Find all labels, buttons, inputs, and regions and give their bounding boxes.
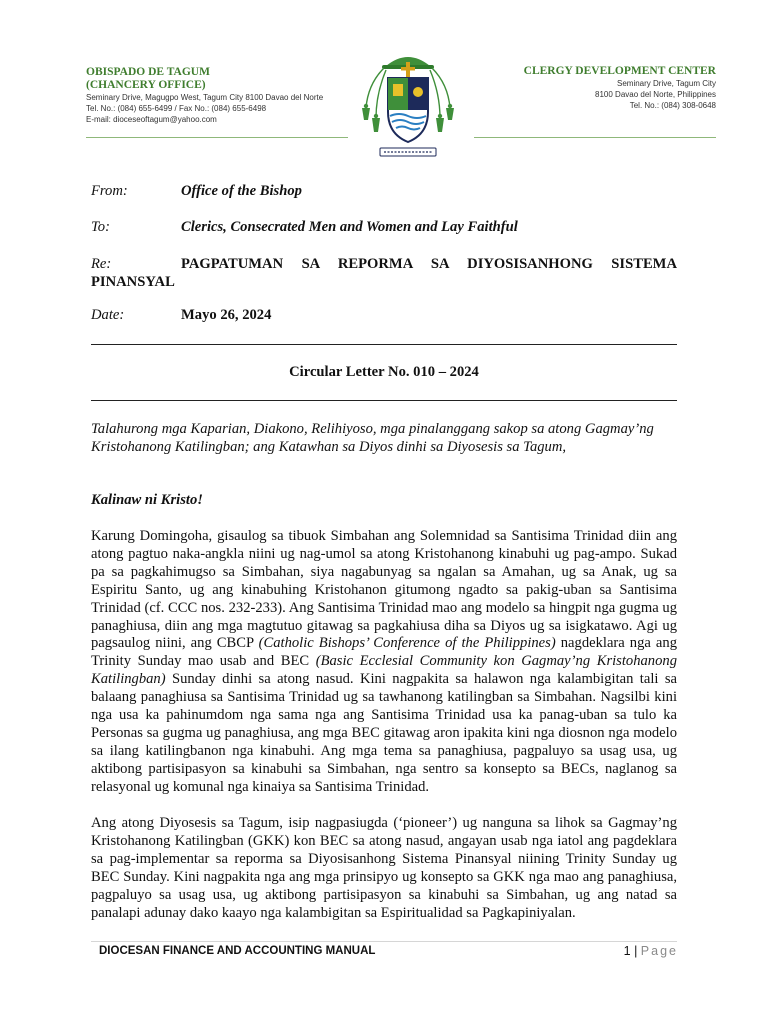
re-label: Re:	[91, 256, 112, 272]
paragraph-1-text-b: nagdeklara nga ang Trinity Sunday mao usab and BEC	[91, 635, 677, 670]
header-divider-top	[91, 344, 677, 345]
circular-letter-title: Circular Letter No. 010 – 2024	[289, 364, 479, 380]
letterhead-divider-left	[86, 137, 348, 138]
chancery-address: Seminary Drive, Magugpo West, Tagum City 8100 Davao del Norte	[86, 93, 324, 102]
footer-page-indicator	[624, 944, 678, 958]
clergy-center-city: 8100 Davao del Norte, Philippines	[595, 90, 716, 99]
letterhead	[0, 40, 768, 170]
chancery-org-name: OBISPADO DE TAGUM	[86, 66, 210, 78]
chancery-office-block	[86, 66, 356, 125]
cbcp-expansion: (Catholic Bishops’ Conference of the Philippines)	[258, 635, 556, 652]
paragraph-2: Ang atong Diyosesis sa Tagum, isip nagpasiugda (‘pioneer’) ug nanguna sa lihok sa Gagmay’ng Kristohanong Katilingban (GKK) kon BEC sa atong nasud, angayan usab nga iatol ang pagdeklara sa pag-implementar sa reporma sa Diyosisanhong Sistema Pinansyal niining Trinity Sunday ug BEC Sunday. Kini nagpakita nga ang mga prinsipyo ug konsepto sa GKK nga mao ang panaghiusa, pagpaluyo sa usag usa, ug aktibong partisipasyon sa kinabuhi sa Simbahan, ug ang natad sa panalapi adunay dako kaayo nga kalambigitan sa Espiritualidad sa Pagkapiniyalan.	[91, 815, 677, 921]
from-label: From:	[91, 183, 128, 199]
date-label: Date:	[91, 307, 125, 323]
clergy-center-address: Seminary Drive, Tagum City	[617, 79, 716, 88]
date-value: Mayo 26, 2024	[181, 307, 272, 323]
re-value: PAGPATUMAN SA REPORMA SA DIYOSISANHONG SISTEMA PINANSYAL	[91, 256, 677, 290]
paragraph-1-text-a: Karung Domingoha, gisaulog sa tibuok Simbahan ang Solemnidad sa Santisima Trinidad diin ang atong pagtuo naka-angkla niini ug nag-umol sa atong Kristohanong kinabuhi ug pag-ampo. Sukad pa sa pagkahimugso sa Simbahan, siya nagabunyag sa ngalan sa Amahan, ug sa Anak, ug sa Espiritu Santo, ug ang kinabuhing Kristohanon gitumong ngadto sa pakig-uban sa Santisima Trinidad (cf. CCC nos. 232-233). Ang Santisima Trinidad mao ang modelo sa hingpit nga gugma ug panaghiusa, diin ang mga magtutuo gitawag sa pagkahiusa diha sa Diyos ug sa isigkatawo. Agi ug pagsaulog niini, ang CBCP	[91, 528, 677, 652]
greeting: Kalinaw ni Kristo!	[91, 492, 203, 508]
chancery-org-subtitle: (CHANCERY OFFICE)	[86, 79, 206, 91]
clergy-center-block	[456, 64, 716, 111]
page-number: 1	[623, 944, 631, 958]
bec-expansion: (Basic Ecclesial Community kon Gagmay’ng Kristohanong Katilingban)	[91, 653, 677, 688]
clergy-center-name: CLERGY DEVELOPMENT CENTER	[523, 65, 716, 77]
header-divider-bottom	[91, 400, 677, 401]
from-value: Office of the Bishop	[181, 183, 302, 199]
chancery-email: E-mail: dioceseoftagum@yahoo.com	[86, 115, 217, 124]
memo-re-row	[91, 256, 677, 291]
to-label: To:	[91, 219, 110, 235]
to-value: Clerics, Consecrated Men and Women and Lay Faithful	[181, 219, 518, 235]
page-separator: |	[634, 944, 638, 958]
episcopal-coat-of-arms-icon	[352, 44, 464, 162]
paragraph-1-text-c: Sunday dinhi sa atong nasud. Kini nagpakita sa halawon nga kalambigitan tali sa balaang panaghiusa sa Santisima Trinidad ug sa tawhanong katilingban sa Simbahan. Nagsilbi kini nga usa ka pahinumdom nga sama nga ang Santisima Trinidad usa ka panag-uban sa tulo ka Personas sa gugma ug panaghiusa, ang mga BEC gitawag aron ipakita kini nga diosnon nga modelo sa ilang katilingbanon nga kinabuhi. Ang mga tema sa panaghiusa, pagpaluyo sa usag usa, ug aktibong partisipasyon sa kinabuhi sa Simbahan, nga sentro sa konsepto sa BECs, naglanog sa relasyonal ug komunal nga kinaiya sa Santisima Trinidad.	[91, 671, 677, 795]
page-word: Page	[640, 944, 678, 958]
letterhead-divider-right	[474, 137, 716, 138]
paragraph-1	[91, 528, 677, 797]
chancery-phone: Tel. No.: (084) 655-6499 / Fax No.: (084) 655-6498	[86, 104, 267, 113]
footer-manual-title: DIOCESAN FINANCE AND ACCOUNTING MANUAL	[99, 945, 376, 957]
footer-divider	[91, 941, 677, 942]
clergy-center-phone: Tel. No.: (084) 308-0648	[629, 101, 716, 110]
salutation: Talahurong mga Kaparian, Diakono, Relihiyoso, mga pinalanggang sakop sa atong Gagmay’ng Kristohanong Katilingban; ang Katawhan sa Diyos dinhi sa Diyosesis sa Tagum,	[91, 421, 654, 455]
